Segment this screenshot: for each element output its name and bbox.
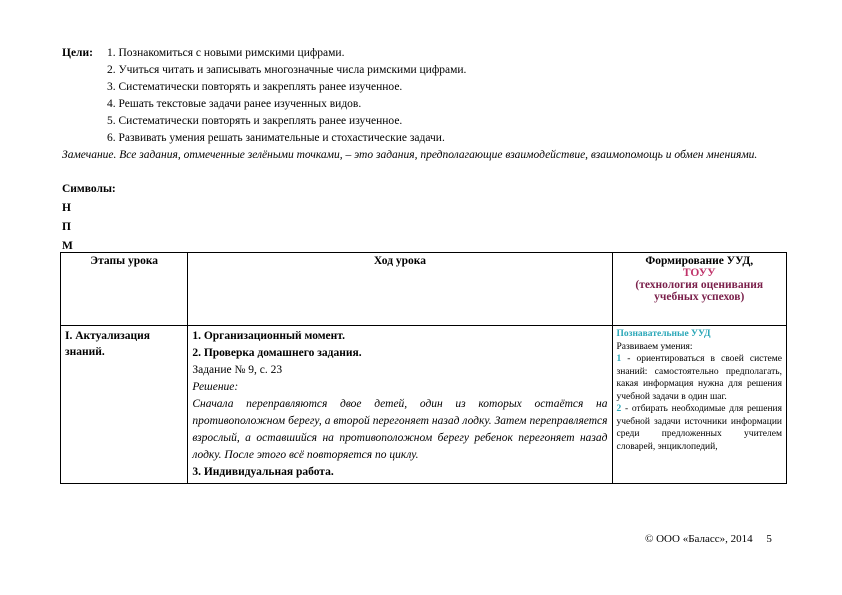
symbol-item: М <box>62 240 73 252</box>
stage-cell: I. Актуализация знаний. <box>61 326 188 484</box>
header-course: Ход урока <box>188 253 612 326</box>
solution-label: Решение: <box>192 381 239 393</box>
goals-block <box>62 45 466 147</box>
uud-point: 2 - отбирать необходимые для решения учебной задачи источники информации среди предложенных учителем словарей, энциклопедий, <box>616 404 782 452</box>
goal-item: 6. Развивать умения решать занимательные и стохастические задачи. <box>107 132 445 144</box>
org-moment: 1. Организационный момент. <box>192 330 345 342</box>
course-cell <box>188 326 612 484</box>
symbol-item: Н <box>62 202 71 214</box>
lesson-table <box>60 252 787 484</box>
symbols-block <box>62 180 116 256</box>
homework-check: 2. Проверка домашнего задания. <box>192 347 362 359</box>
toyu-description: (технология оценивания учебных успехов) <box>635 279 764 303</box>
symbols-label: Символы: <box>62 183 116 195</box>
goal-item: 2. Учиться читать и записывать многозначные числа римскими цифрами. <box>107 64 467 76</box>
note-text: Замечание. Все задания, отмеченные зелёными точками, – это задания, предполагающие взаимодействие, взаимопомощь и обмен мнениями. <box>62 149 758 161</box>
table-header-row <box>61 253 787 326</box>
goal-item: 5. Систематически повторять и закреплять ранее изученное. <box>107 115 403 127</box>
uud-title: Познавательные УУД <box>616 329 711 339</box>
individual-work: 3. Индивидуальная работа. <box>192 466 334 478</box>
goal-item: Цели: 1. Познакомиться с новыми римскими цифрами. <box>62 45 466 62</box>
goals-label: Цели: <box>62 47 93 59</box>
uud-cell <box>612 326 787 484</box>
header-stages: Этапы урока <box>61 253 188 326</box>
page-footer <box>645 533 772 545</box>
header-uud: Формирование УУД, ТОУУ (технология оценивания учебных успехов) <box>612 253 787 326</box>
uud-point: 1 - ориентироваться в своей системе знаний: самостоятельно предполагать, какая информация нужна для решения учебной задачи в один шаг. <box>616 354 782 402</box>
task-reference: Задание № 9, с. 23 <box>192 364 283 376</box>
goal-item: 4. Решать текстовые задачи ранее изученных видов. <box>107 98 362 110</box>
table-row <box>61 326 787 484</box>
page-number: 5 <box>766 533 772 545</box>
solution-text: Сначала переправляются двое детей, один из которых остаётся на противоположном берегу, а второй перегоняет назад лодку. Затем переправляется взрослый, а оставшийся на противоположном берегу ребенок перегоняет назад лодку. После этого всё повторяется по циклу. <box>192 398 608 461</box>
symbol-item: П <box>62 221 71 233</box>
goal-item: 3. Систематически повторять и закреплять ранее изученное. <box>107 81 403 93</box>
copyright: © ООО «Баласс», 2014 <box>645 533 753 545</box>
uud-intro: Развиваем умения: <box>616 341 693 352</box>
toyu-label: ТОУУ <box>682 267 716 279</box>
